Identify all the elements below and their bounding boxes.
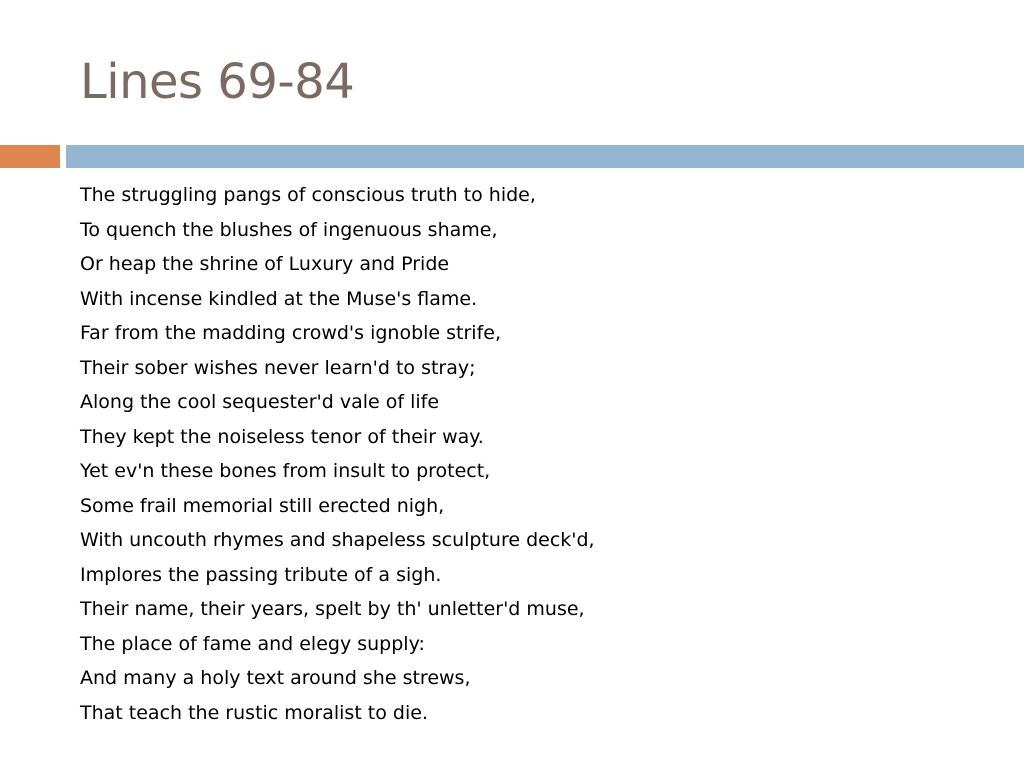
poem-line: Yet ev'n these bones from insult to protect, <box>80 460 491 482</box>
accent-bar-blue <box>66 145 1024 168</box>
poem-line: Far from the madding crowd's ignoble strife, <box>80 322 502 344</box>
accent-bar-orange <box>0 145 60 168</box>
poem-line: Or heap the shrine of Luxury and Pride <box>80 253 450 275</box>
poem-line: The place of fame and elegy supply: <box>80 632 425 655</box>
poem-lines <box>80 178 595 730</box>
poem-line: Their sober wishes never learn'd to stray; <box>80 356 476 379</box>
poem-line: Their name, their years, spelt by th' unletter'd muse, <box>80 598 585 620</box>
poem-line: The struggling pangs of conscious truth to hide, <box>80 184 536 206</box>
poem-line: With uncouth rhymes and shapeless sculpture deck'd, <box>80 529 595 551</box>
slide-title: Lines 69-84 <box>80 54 355 110</box>
poem-line: They kept the noiseless tenor of their way. <box>80 425 484 448</box>
poem-line: To quench the blushes of ingenuous shame, <box>80 218 498 241</box>
poem-line: Implores the passing tribute of a sigh. <box>80 563 442 586</box>
poem-line: And many a holy text around she strews, <box>80 667 471 689</box>
poem-line: Along the cool sequester'd vale of life <box>80 391 440 413</box>
poem-line: That teach the rustic moralist to die. <box>80 701 428 724</box>
poem-line: Some frail memorial still erected nigh, <box>80 494 445 517</box>
poem-line: With incense kindled at the Muse's flame. <box>80 287 478 310</box>
